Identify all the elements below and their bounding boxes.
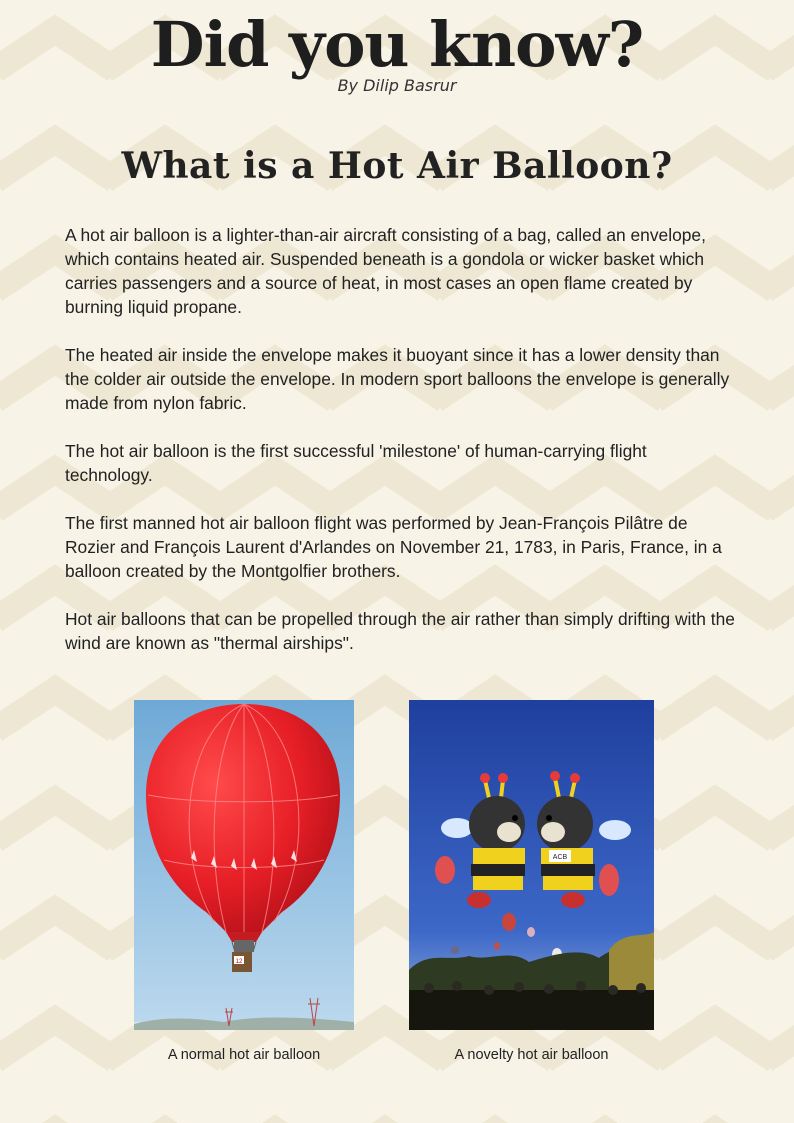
bee-badge: ACB [552, 854, 568, 861]
section-heading: What is a Hot Air Balloon? [121, 145, 673, 187]
paragraph-buoyancy: The heated air inside the envelope makes it buoyant since it has a lower density than the colder air outside the envelope. In modern sport balloons the envelope is generally made from nylon fabric. [65, 345, 730, 413]
paragraph-definition: A hot air balloon is a lighter-than-air aircraft consisting of a bag, called an envelope, which contains heated air. Suspended beneath is a gondola or wicker basket which carries passengers and a source of heat, in most cases an open flame created by burning liquid propane. [65, 225, 706, 317]
paragraph-milestone: The hot air balloon is the first successful 'milestone' of human-carrying flight technology. [65, 441, 647, 485]
figure-caption: A novelty hot air balloon [454, 1047, 609, 1063]
author-byline: By Dilip Basrur [337, 76, 457, 95]
novelty-balloon-photo [409, 700, 654, 1030]
normal-balloon-photo [134, 700, 354, 1030]
article-body [65, 223, 737, 679]
figure-novelty-balloon [409, 700, 654, 1063]
paragraph-first-flight: The first manned hot air balloon flight was performed by Jean-François Pilâtre de Rozier and François Laurent d'Arlandes on November 21, 1783, in Paris, France, in a balloon created by the Montgolfier brothers. [65, 513, 722, 581]
figure-normal-balloon [134, 700, 354, 1063]
paragraph-thermal-airships: Hot air balloons that can be propelled through the air rather than simply drifting with the wind are known as "thermal airships". [65, 609, 735, 653]
gondola-number: 12 [235, 959, 243, 965]
figure-caption: A normal hot air balloon [167, 1047, 321, 1063]
page-title: Did you know? [150, 8, 644, 81]
